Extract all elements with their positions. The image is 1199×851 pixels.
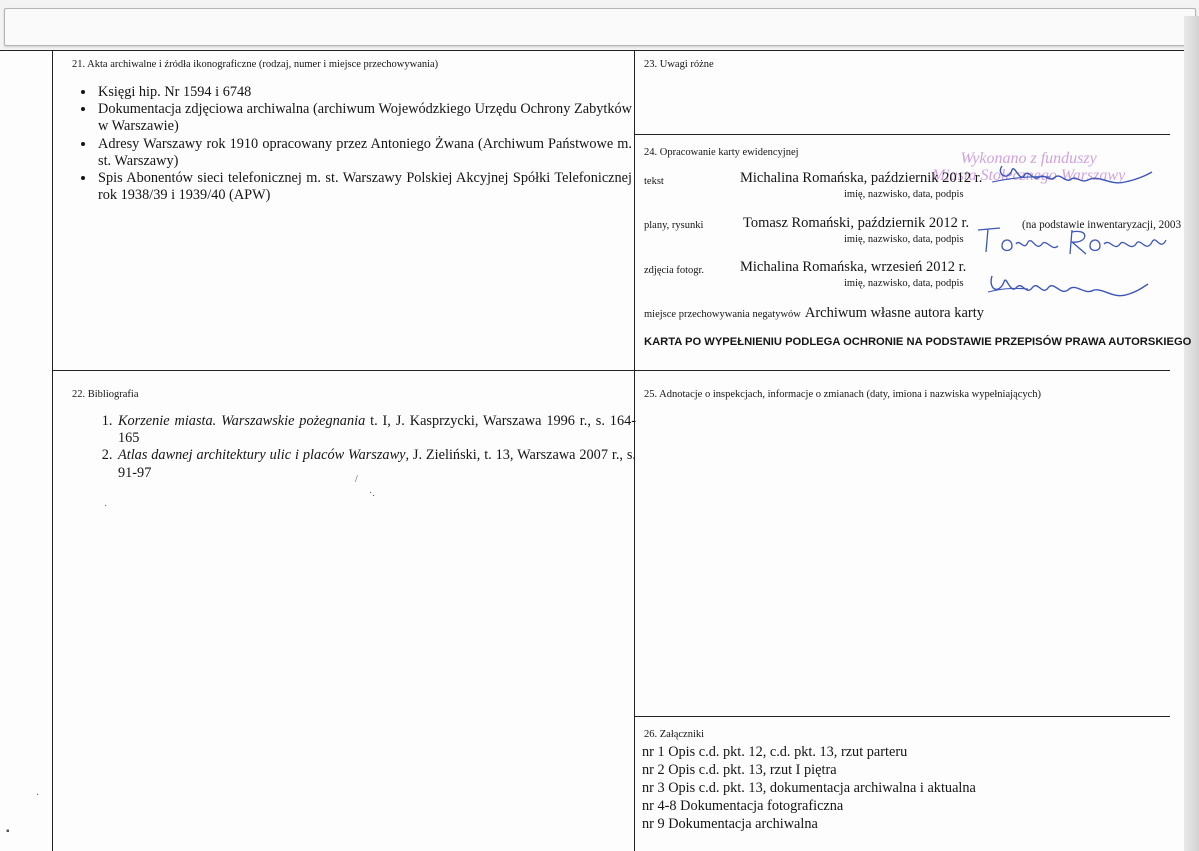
signature-caption: imię, nazwisko, data, podpis bbox=[844, 189, 964, 200]
signature-caption: imię, nazwisko, data, podpis bbox=[844, 278, 964, 289]
row-label-text: tekst bbox=[644, 176, 664, 187]
plans-note: (na podstawie inwentaryzacji, 2003 bbox=[1022, 219, 1182, 231]
funding-stamp: Wykonano z funduszy Miasta Stołecznego Warszawy bbox=[932, 150, 1126, 184]
list-item: • Spis Abonentów sieci telefonicznej m. st. Warszawy Polskiej Akcyjnej Spółki Telefonicznej rok 1938/39 i 1939/40 (APW) bbox=[96, 170, 632, 204]
list-item: • Księgi hip. Nr 1594 i 6748 bbox=[96, 84, 632, 101]
negatives-label: miejsce przechowywania negatywów bbox=[644, 309, 801, 320]
row-divider-23-24 bbox=[634, 134, 1170, 135]
section-24-heading: 24. Opracowanie karty ewidencyjnej bbox=[644, 147, 799, 158]
text-author-value: Michalina Romańska, październik 2012 r. bbox=[740, 170, 983, 186]
section-26-heading: 26. Załączniki bbox=[644, 729, 705, 740]
scanner-lid-edge bbox=[4, 8, 1196, 46]
scan-speck: ▪ bbox=[6, 826, 10, 837]
section-22-heading: 22. Bibliografia bbox=[72, 389, 139, 400]
section-21-heading: 21. Akta archiwalne i źródła ikonograficzne (rodzaj, numer i miejsce przechowywania) bbox=[72, 59, 439, 70]
attachment-item: nr 3 Opis c.d. pkt. 13, dokumentacja archiwalna i aktualna bbox=[642, 780, 976, 796]
form-top-border bbox=[0, 50, 1184, 51]
book-details: t. I, J. Kasprzycki, Warszawa 1996 r., s. 164-165 bbox=[118, 413, 636, 447]
list-item bbox=[116, 413, 636, 447]
list-item: • Dokumentacja zdjęciowa archiwalna (archiwum Wojewódzkiego Urzędu Ochrony Zabytków w Warszawie) bbox=[96, 101, 632, 135]
attachment-item: nr 1 Opis c.d. pkt. 12, c.d. pkt. 13, rzut parteru bbox=[642, 744, 908, 760]
section-25-heading: 25. Adnotacje o inspekcjach, informacje o zmianach (daty, imiona i nazwiska wypełniających) bbox=[644, 389, 1042, 400]
copyright-notice: KARTA PO WYPEŁNIENIU PODLEGA OCHRONIE NA PODSTAWIE PRZEPISÓW PRAWA AUTORSKIEGO bbox=[644, 336, 1192, 348]
signature-michalina-1 bbox=[990, 160, 1160, 196]
row-divider-25-26 bbox=[634, 716, 1170, 717]
scan-speck: / bbox=[355, 474, 358, 485]
list-item bbox=[116, 447, 636, 481]
form-left-border bbox=[52, 50, 53, 851]
book-title: Atlas dawnej architektury ulic i placów Warszawy bbox=[118, 447, 406, 464]
attachment-item: nr 2 Opis c.d. pkt. 13, rzut I piętra bbox=[642, 762, 837, 778]
row-label-photos: zdjęcia fotogr. bbox=[644, 265, 705, 276]
book-details: , J. Zieliński, t. 13, Warszawa 2007 r., s. 91-97 bbox=[118, 447, 636, 481]
row-divider-21-22 bbox=[52, 370, 1170, 371]
scan-speck: ·. bbox=[369, 488, 375, 499]
scan-speck: · bbox=[36, 790, 40, 801]
book-title: Korzenie miasta. Warszawskie pożegnania bbox=[118, 413, 366, 429]
scan-speck: · bbox=[104, 501, 108, 512]
negatives-value: Archiwum własne autora karty bbox=[804, 305, 985, 321]
page-right-edge-shadow bbox=[1184, 16, 1199, 851]
signature-caption: imię, nazwisko, data, podpis bbox=[844, 234, 964, 245]
bibliography-list bbox=[92, 413, 636, 482]
attachment-item: nr 4-8 Dokumentacja fotograficzna bbox=[642, 798, 844, 814]
signature-tomasz bbox=[972, 222, 1172, 262]
row-label-plans: plany, rysunki bbox=[644, 220, 704, 231]
attachment-item: nr 9 Dokumentacja archiwalna bbox=[642, 816, 818, 832]
negatives-location bbox=[644, 304, 984, 322]
signature-michalina-2 bbox=[984, 266, 1154, 306]
section-23-heading: 23. Uwagi różne bbox=[644, 59, 714, 70]
list-item: • Adresy Warszawy rok 1910 opracowany przez Antoniego Żwana (Archiwum Państwowe m. st. Warszawy) bbox=[96, 136, 632, 170]
archival-sources-list bbox=[76, 84, 632, 204]
photos-author-value: Michalina Romańska, wrzesień 2012 r. bbox=[740, 259, 967, 275]
plans-author-value: Tomasz Romański, październik 2012 r. bbox=[743, 215, 970, 231]
